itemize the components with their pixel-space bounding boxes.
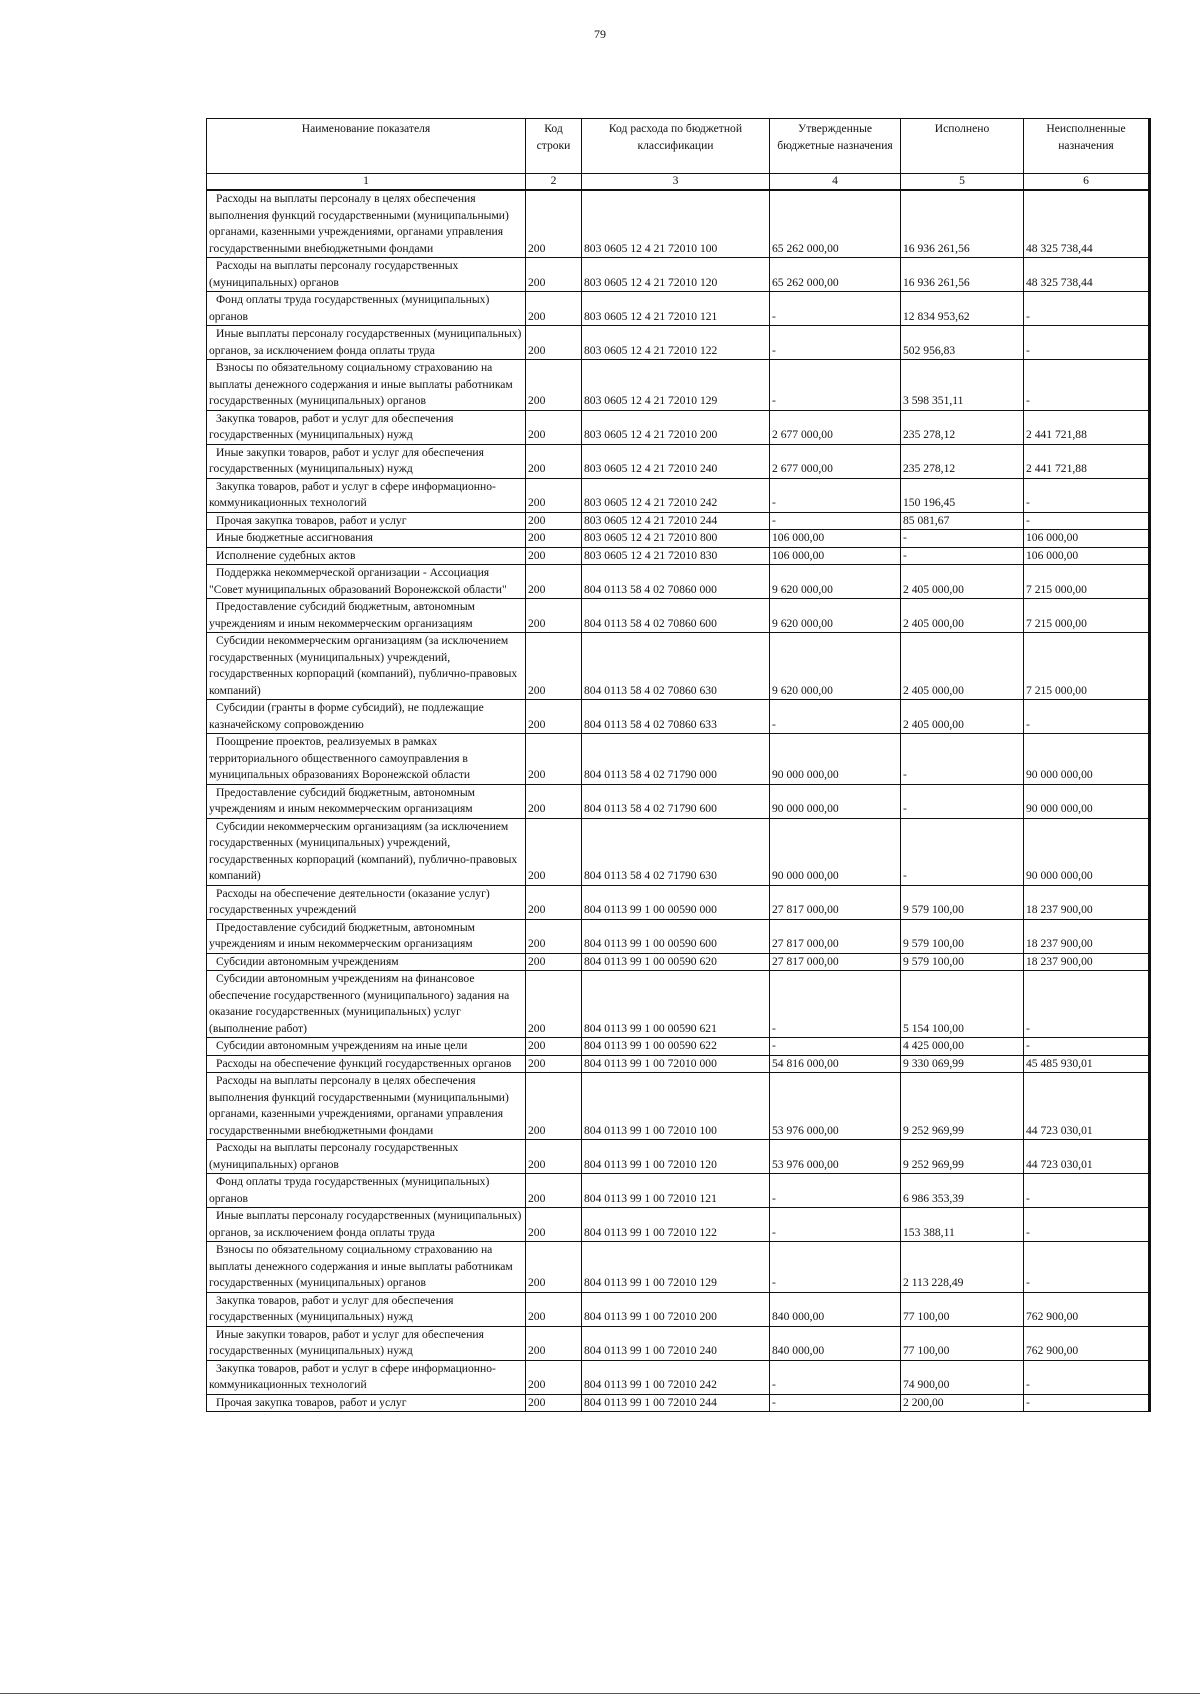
row-indicator-name: [207, 1292, 526, 1326]
row-indicator-name: [207, 1073, 526, 1140]
row-executed-amount: 235 278,12: [901, 410, 1024, 444]
column-number: 2: [526, 174, 582, 191]
header-executed: Исполнено: [901, 119, 1024, 174]
row-line-code: 200: [526, 478, 582, 512]
row-executed-amount: 12 834 953,62: [901, 292, 1024, 326]
row-executed-amount: 153 388,11: [901, 1208, 1024, 1242]
table-row: [207, 1394, 1149, 1412]
row-line-code: 200: [526, 1174, 582, 1208]
row-line-code: 200: [526, 1242, 582, 1293]
row-unexecuted-amount: 18 237 900,00: [1024, 885, 1149, 919]
row-indicator-name: [207, 190, 526, 258]
table-row: [207, 1073, 1149, 1140]
table-row: [207, 1038, 1149, 1056]
row-approved-amount: 2 677 000,00: [770, 410, 901, 444]
row-budget-classification-code: 804 0113 99 1 00 00590 621: [582, 971, 770, 1038]
row-approved-amount: 27 817 000,00: [770, 953, 901, 971]
row-unexecuted-amount: -: [1024, 478, 1149, 512]
row-unexecuted-amount: 44 723 030,01: [1024, 1073, 1149, 1140]
table-row: [207, 444, 1149, 478]
header-approved-assignments: Утвержденные бюджетные назначения: [770, 119, 901, 174]
table-row: [207, 292, 1149, 326]
row-executed-amount: 77 100,00: [901, 1326, 1024, 1360]
row-executed-amount: -: [901, 547, 1024, 565]
row-executed-amount: 2 113 228,49: [901, 1242, 1024, 1293]
row-approved-amount: -: [770, 478, 901, 512]
row-indicator-name-text: Иные закупки товаров, работ и услуг для обеспечения государственных (муниципальных) нужд: [209, 445, 484, 475]
row-budget-classification-code: 804 0113 58 4 02 71790 000: [582, 734, 770, 785]
row-unexecuted-amount: -: [1024, 292, 1149, 326]
table-row: [207, 885, 1149, 919]
row-unexecuted-amount: -: [1024, 360, 1149, 411]
row-approved-amount: 106 000,00: [770, 547, 901, 565]
row-indicator-name-text: Закупка товаров, работ и услуг в сфере информационно-коммуникационных технологий: [209, 1361, 496, 1391]
table-row: [207, 512, 1149, 530]
row-unexecuted-amount: 2 441 721,88: [1024, 410, 1149, 444]
row-approved-amount: -: [770, 1242, 901, 1293]
row-line-code: 200: [526, 919, 582, 953]
header-indicator-name: Наименование показателя: [207, 119, 526, 174]
table-row: [207, 360, 1149, 411]
row-approved-amount: 9 620 000,00: [770, 599, 901, 633]
table-row: [207, 599, 1149, 633]
row-approved-amount: -: [770, 292, 901, 326]
table-row: [207, 478, 1149, 512]
row-indicator-name: [207, 784, 526, 818]
row-budget-classification-code: 804 0113 58 4 02 71790 630: [582, 818, 770, 885]
row-executed-amount: 74 900,00: [901, 1360, 1024, 1394]
row-budget-classification-code: 804 0113 99 1 00 72010 244: [582, 1394, 770, 1412]
row-budget-classification-code: 803 0605 12 4 21 72010 121: [582, 292, 770, 326]
row-approved-amount: 90 000 000,00: [770, 818, 901, 885]
row-line-code: 200: [526, 971, 582, 1038]
row-unexecuted-amount: 106 000,00: [1024, 530, 1149, 548]
table-body: [207, 190, 1149, 1412]
table-row: [207, 700, 1149, 734]
row-indicator-name: [207, 633, 526, 700]
row-unexecuted-amount: 762 900,00: [1024, 1326, 1149, 1360]
table-row: [207, 410, 1149, 444]
row-unexecuted-amount: -: [1024, 512, 1149, 530]
column-number: 6: [1024, 174, 1149, 191]
row-line-code: 200: [526, 1394, 582, 1412]
row-approved-amount: -: [770, 512, 901, 530]
row-indicator-name: [207, 1140, 526, 1174]
row-approved-amount: -: [770, 1360, 901, 1394]
row-budget-classification-code: 803 0605 12 4 21 72010 830: [582, 547, 770, 565]
row-unexecuted-amount: 7 215 000,00: [1024, 599, 1149, 633]
row-line-code: 200: [526, 953, 582, 971]
row-executed-amount: 502 956,83: [901, 326, 1024, 360]
table-row: [207, 1208, 1149, 1242]
row-budget-classification-code: 804 0113 99 1 00 72010 120: [582, 1140, 770, 1174]
table-row: [207, 734, 1149, 785]
row-budget-classification-code: 803 0605 12 4 21 72010 129: [582, 360, 770, 411]
row-budget-classification-code: 803 0605 12 4 21 72010 200: [582, 410, 770, 444]
row-unexecuted-amount: -: [1024, 326, 1149, 360]
row-indicator-name: [207, 1208, 526, 1242]
header-budget-classification-code: Код расхода по бюджетной классификации: [582, 119, 770, 174]
row-indicator-name: [207, 547, 526, 565]
table-row: [207, 971, 1149, 1038]
row-indicator-name-text: Взносы по обязательному социальному страхованию на выплаты денежного содержания и иные выплаты работникам государственных (муниципальных) органов: [209, 1243, 513, 1289]
row-unexecuted-amount: 90 000 000,00: [1024, 734, 1149, 785]
row-line-code: 200: [526, 530, 582, 548]
row-budget-classification-code: 804 0113 58 4 02 70860 600: [582, 599, 770, 633]
table-row: [207, 1242, 1149, 1293]
row-budget-classification-code: 804 0113 99 1 00 72010 121: [582, 1174, 770, 1208]
row-unexecuted-amount: 48 325 738,44: [1024, 190, 1149, 258]
row-line-code: 200: [526, 190, 582, 258]
row-budget-classification-code: 804 0113 99 1 00 72010 100: [582, 1073, 770, 1140]
row-executed-amount: 9 579 100,00: [901, 919, 1024, 953]
row-indicator-name: [207, 885, 526, 919]
column-number-row: [207, 174, 1149, 191]
row-budget-classification-code: 804 0113 99 1 00 00590 620: [582, 953, 770, 971]
row-indicator-name-text: Субсидии автономным учреждениям на иные цели: [216, 1039, 468, 1052]
table-row: [207, 1292, 1149, 1326]
row-indicator-name: [207, 1038, 526, 1056]
row-line-code: 200: [526, 444, 582, 478]
row-line-code: 200: [526, 1140, 582, 1174]
row-budget-classification-code: 804 0113 99 1 00 72010 200: [582, 1292, 770, 1326]
row-indicator-name-text: Субсидии некоммерческим организациям (за исключением государственных (муниципальных) учреждений, государственных корпораций (компаний), публично-правовых компаний): [209, 634, 518, 697]
row-line-code: 200: [526, 1038, 582, 1056]
row-unexecuted-amount: -: [1024, 971, 1149, 1038]
table-row: [207, 1360, 1149, 1394]
row-unexecuted-amount: -: [1024, 700, 1149, 734]
row-unexecuted-amount: 90 000 000,00: [1024, 818, 1149, 885]
row-approved-amount: 53 976 000,00: [770, 1073, 901, 1140]
row-indicator-name: [207, 360, 526, 411]
row-budget-classification-code: 804 0113 99 1 00 72010 242: [582, 1360, 770, 1394]
row-executed-amount: 150 196,45: [901, 478, 1024, 512]
row-indicator-name: [207, 444, 526, 478]
row-approved-amount: 27 817 000,00: [770, 919, 901, 953]
row-line-code: 200: [526, 512, 582, 530]
row-line-code: 200: [526, 547, 582, 565]
row-unexecuted-amount: -: [1024, 1174, 1149, 1208]
table-row: [207, 818, 1149, 885]
row-budget-classification-code: 803 0605 12 4 21 72010 122: [582, 326, 770, 360]
row-indicator-name-text: Расходы на выплаты персоналу в целях обеспечения выполнения функций государственными (муниципальными) органами, казенными учреждениями, органами управления государственными внебюджетными фондами: [209, 1074, 509, 1137]
row-line-code: 200: [526, 599, 582, 633]
row-indicator-name: [207, 818, 526, 885]
row-budget-classification-code: 804 0113 58 4 02 70860 630: [582, 633, 770, 700]
row-indicator-name-text: Расходы на обеспечение функций государственных органов: [216, 1056, 512, 1070]
row-line-code: 200: [526, 565, 582, 599]
row-budget-classification-code: 803 0605 12 4 21 72010 244: [582, 512, 770, 530]
row-indicator-name: [207, 478, 526, 512]
row-approved-amount: -: [770, 1208, 901, 1242]
row-unexecuted-amount: -: [1024, 1038, 1149, 1056]
column-number: 5: [901, 174, 1024, 191]
row-indicator-name: [207, 599, 526, 633]
row-indicator-name-text: Субсидии некоммерческим организациям (за исключением государственных (муниципальных) учреждений, государственных корпораций (компаний), публично-правовых компаний): [209, 819, 518, 882]
row-indicator-name: [207, 734, 526, 785]
table-row: [207, 547, 1149, 565]
row-budget-classification-code: 804 0113 58 4 02 70860 633: [582, 700, 770, 734]
row-indicator-name-text: Предоставление субсидий бюджетным, автономным учреждениям и иным некоммерческим организациям: [209, 785, 476, 815]
table-row: [207, 258, 1149, 292]
row-unexecuted-amount: 44 723 030,01: [1024, 1140, 1149, 1174]
row-executed-amount: 2 200,00: [901, 1394, 1024, 1412]
row-indicator-name-text: Субсидии автономным учреждениям на финансовое обеспечение государственного (муниципального) задания на оказание государственных (муниципальных) услуг (выполнение работ): [209, 972, 510, 1035]
column-number: 4: [770, 174, 901, 191]
row-approved-amount: -: [770, 360, 901, 411]
row-indicator-name-text: Фонд оплаты труда государственных (муниципальных) органов: [209, 293, 490, 323]
row-budget-classification-code: 804 0113 99 1 00 72010 129: [582, 1242, 770, 1293]
row-indicator-name: [207, 1360, 526, 1394]
row-indicator-name-text: Субсидии автономным учреждениям: [216, 954, 399, 968]
row-indicator-name: [207, 410, 526, 444]
table-row: [207, 953, 1149, 971]
row-budget-classification-code: 803 0605 12 4 21 72010 240: [582, 444, 770, 478]
row-approved-amount: 54 816 000,00: [770, 1055, 901, 1073]
row-unexecuted-amount: -: [1024, 1394, 1149, 1412]
row-indicator-name-text: Прочая закупка товаров, работ и услуг: [216, 513, 407, 527]
table-row: [207, 1326, 1149, 1360]
row-line-code: 200: [526, 1360, 582, 1394]
row-indicator-name: [207, 512, 526, 530]
row-approved-amount: 53 976 000,00: [770, 1140, 901, 1174]
row-indicator-name: [207, 1242, 526, 1293]
row-indicator-name: [207, 953, 526, 971]
table-row: [207, 565, 1149, 599]
row-executed-amount: 77 100,00: [901, 1292, 1024, 1326]
row-unexecuted-amount: -: [1024, 1242, 1149, 1293]
row-line-code: 200: [526, 1055, 582, 1073]
row-indicator-name: [207, 1394, 526, 1412]
header-row: [207, 119, 1149, 174]
row-indicator-name: [207, 565, 526, 599]
row-budget-classification-code: 804 0113 99 1 00 72010 000: [582, 1055, 770, 1073]
table-row: [207, 919, 1149, 953]
row-approved-amount: 27 817 000,00: [770, 885, 901, 919]
row-executed-amount: 9 579 100,00: [901, 885, 1024, 919]
budget-execution-table-wrapper: [206, 118, 1148, 1412]
row-indicator-name-text: Субсидии (гранты в форме субсидий), не подлежащие казначейскому сопровождению: [209, 701, 484, 731]
row-executed-amount: 6 986 353,39: [901, 1174, 1024, 1208]
row-approved-amount: 2 677 000,00: [770, 444, 901, 478]
row-approved-amount: -: [770, 971, 901, 1038]
row-indicator-name: [207, 1055, 526, 1073]
row-indicator-name: [207, 919, 526, 953]
row-unexecuted-amount: 48 325 738,44: [1024, 258, 1149, 292]
budget-execution-table: [206, 118, 1149, 1412]
row-approved-amount: 9 620 000,00: [770, 565, 901, 599]
row-executed-amount: 9 330 069,99: [901, 1055, 1024, 1073]
row-budget-classification-code: 803 0605 12 4 21 72010 242: [582, 478, 770, 512]
row-line-code: 200: [526, 1326, 582, 1360]
row-approved-amount: 65 262 000,00: [770, 258, 901, 292]
row-executed-amount: 5 154 100,00: [901, 971, 1024, 1038]
row-line-code: 200: [526, 1292, 582, 1326]
header-line-code: Код строки: [526, 119, 582, 174]
row-line-code: 200: [526, 292, 582, 326]
row-budget-classification-code: 804 0113 99 1 00 00590 000: [582, 885, 770, 919]
row-approved-amount: 840 000,00: [770, 1326, 901, 1360]
row-indicator-name-text: Закупка товаров, работ и услуг для обеспечения государственных (муниципальных) нужд: [209, 411, 454, 441]
row-indicator-name: [207, 1326, 526, 1360]
row-line-code: 200: [526, 818, 582, 885]
row-budget-classification-code: 804 0113 99 1 00 72010 122: [582, 1208, 770, 1242]
row-budget-classification-code: 804 0113 99 1 00 72010 240: [582, 1326, 770, 1360]
row-indicator-name-text: Иные закупки товаров, работ и услуг для обеспечения государственных (муниципальных) нужд: [209, 1327, 484, 1357]
row-executed-amount: -: [901, 784, 1024, 818]
row-indicator-name-text: Расходы на выплаты персоналу государственных (муниципальных) органов: [209, 259, 459, 289]
column-number: 1: [207, 174, 526, 191]
row-indicator-name-text: Иные выплаты персоналу государственных (муниципальных) органов, за исключением фонда оплаты труда: [209, 327, 522, 357]
row-executed-amount: 9 252 969,99: [901, 1073, 1024, 1140]
row-unexecuted-amount: 18 237 900,00: [1024, 919, 1149, 953]
row-line-code: 200: [526, 1073, 582, 1140]
row-indicator-name: [207, 326, 526, 360]
row-executed-amount: -: [901, 530, 1024, 548]
row-indicator-name-text: Закупка товаров, работ и услуг в сфере информационно-коммуникационных технологий: [209, 479, 496, 509]
row-unexecuted-amount: 90 000 000,00: [1024, 784, 1149, 818]
column-number: 3: [582, 174, 770, 191]
row-executed-amount: 2 405 000,00: [901, 700, 1024, 734]
row-indicator-name-text: Предоставление субсидий бюджетным, автономным учреждениям и иным некоммерческим организациям: [209, 920, 476, 950]
row-budget-classification-code: 803 0605 12 4 21 72010 120: [582, 258, 770, 292]
row-approved-amount: 90 000 000,00: [770, 734, 901, 785]
row-unexecuted-amount: 45 485 930,01: [1024, 1055, 1149, 1073]
row-indicator-name-text: Прочая закупка товаров, работ и услуг: [216, 1395, 407, 1409]
row-indicator-name-text: Иные бюджетные ассигнования: [216, 531, 373, 544]
row-unexecuted-amount: -: [1024, 1360, 1149, 1394]
row-budget-classification-code: 804 0113 58 4 02 71790 600: [582, 784, 770, 818]
row-line-code: 200: [526, 700, 582, 734]
table-row: [207, 1055, 1149, 1073]
row-executed-amount: 4 425 000,00: [901, 1038, 1024, 1056]
row-indicator-name: [207, 1174, 526, 1208]
row-approved-amount: 840 000,00: [770, 1292, 901, 1326]
row-indicator-name-text: Поощрение проектов, реализуемых в рамках территориального общественного самоуправления в муниципальных образованиях Воронежской области: [209, 735, 471, 781]
row-approved-amount: -: [770, 700, 901, 734]
row-approved-amount: 106 000,00: [770, 530, 901, 548]
row-executed-amount: 9 579 100,00: [901, 953, 1024, 971]
table-row: [207, 1140, 1149, 1174]
row-indicator-name-text: Расходы на выплаты персоналу государственных (муниципальных) органов: [209, 1141, 459, 1171]
row-line-code: 200: [526, 410, 582, 444]
header-unexecuted-assignments: Неисполненные назначения: [1024, 119, 1149, 174]
row-approved-amount: -: [770, 1038, 901, 1056]
row-budget-classification-code: 804 0113 99 1 00 00590 622: [582, 1038, 770, 1056]
row-budget-classification-code: 804 0113 99 1 00 00590 600: [582, 919, 770, 953]
row-indicator-name-text: Расходы на обеспечение деятельности (оказание услуг) государственных учреждений: [209, 886, 490, 916]
row-indicator-name-text: Исполнение судебных актов: [216, 548, 356, 562]
row-line-code: 200: [526, 326, 582, 360]
row-approved-amount: 9 620 000,00: [770, 633, 901, 700]
row-executed-amount: 2 405 000,00: [901, 599, 1024, 633]
row-indicator-name: [207, 971, 526, 1038]
row-executed-amount: 235 278,12: [901, 444, 1024, 478]
row-unexecuted-amount: 762 900,00: [1024, 1292, 1149, 1326]
row-executed-amount: 16 936 261,56: [901, 258, 1024, 292]
row-executed-amount: 3 598 351,11: [901, 360, 1024, 411]
table-row: [207, 530, 1149, 548]
row-indicator-name: [207, 292, 526, 326]
row-approved-amount: -: [770, 1174, 901, 1208]
row-budget-classification-code: 803 0605 12 4 21 72010 100: [582, 190, 770, 258]
row-executed-amount: 85 081,67: [901, 512, 1024, 530]
row-approved-amount: -: [770, 326, 901, 360]
table-row: [207, 190, 1149, 258]
row-line-code: 200: [526, 885, 582, 919]
row-approved-amount: 90 000 000,00: [770, 784, 901, 818]
row-executed-amount: 9 252 969,99: [901, 1140, 1024, 1174]
row-line-code: 200: [526, 633, 582, 700]
row-executed-amount: 2 405 000,00: [901, 633, 1024, 700]
row-indicator-name-text: Фонд оплаты труда государственных (муниципальных) органов: [209, 1175, 490, 1205]
row-line-code: 200: [526, 1208, 582, 1242]
row-budget-classification-code: 804 0113 58 4 02 70860 000: [582, 565, 770, 599]
row-unexecuted-amount: 2 441 721,88: [1024, 444, 1149, 478]
row-unexecuted-amount: 106 000,00: [1024, 547, 1149, 565]
row-indicator-name-text: Иные выплаты персоналу государственных (муниципальных) органов, за исключением фонда оплаты труда: [209, 1209, 522, 1239]
row-approved-amount: 65 262 000,00: [770, 190, 901, 258]
row-indicator-name: [207, 530, 526, 548]
row-executed-amount: -: [901, 818, 1024, 885]
row-line-code: 200: [526, 258, 582, 292]
row-indicator-name: [207, 700, 526, 734]
row-indicator-name-text: Взносы по обязательному социальному страхованию на выплаты денежного содержания и иные выплаты работникам государственных (муниципальных) органов: [209, 361, 513, 407]
row-line-code: 200: [526, 734, 582, 785]
row-line-code: 200: [526, 784, 582, 818]
row-unexecuted-amount: 18 237 900,00: [1024, 953, 1149, 971]
row-indicator-name-text: Закупка товаров, работ и услуг для обеспечения государственных (муниципальных) нужд: [209, 1293, 454, 1323]
page-bottom-rule: [0, 1693, 1200, 1694]
row-indicator-name: [207, 258, 526, 292]
page-number: 79: [594, 27, 606, 41]
row-executed-amount: -: [901, 734, 1024, 785]
table-row: [207, 784, 1149, 818]
table-row: [207, 1174, 1149, 1208]
row-approved-amount: -: [770, 1394, 901, 1412]
row-indicator-name-text: Предоставление субсидий бюджетным, автономным учреждениям и иным некоммерческим организациям: [209, 600, 476, 630]
row-indicator-name-text: Расходы на выплаты персоналу в целях обеспечения выполнения функций государственными (муниципальными) органами, казенными учреждениями, органами управления государственными внебюджетными фондами: [209, 192, 509, 255]
row-line-code: 200: [526, 360, 582, 411]
row-executed-amount: 16 936 261,56: [901, 190, 1024, 258]
table-row: [207, 633, 1149, 700]
row-unexecuted-amount: -: [1024, 1208, 1149, 1242]
row-budget-classification-code: 803 0605 12 4 21 72010 800: [582, 530, 770, 548]
table-row: [207, 326, 1149, 360]
row-unexecuted-amount: 7 215 000,00: [1024, 565, 1149, 599]
row-unexecuted-amount: 7 215 000,00: [1024, 633, 1149, 700]
row-executed-amount: 2 405 000,00: [901, 565, 1024, 599]
row-indicator-name-text: Поддержка некоммерческой организации - Ассоциация "Совет муниципальных образований Воронежской области": [209, 566, 507, 596]
